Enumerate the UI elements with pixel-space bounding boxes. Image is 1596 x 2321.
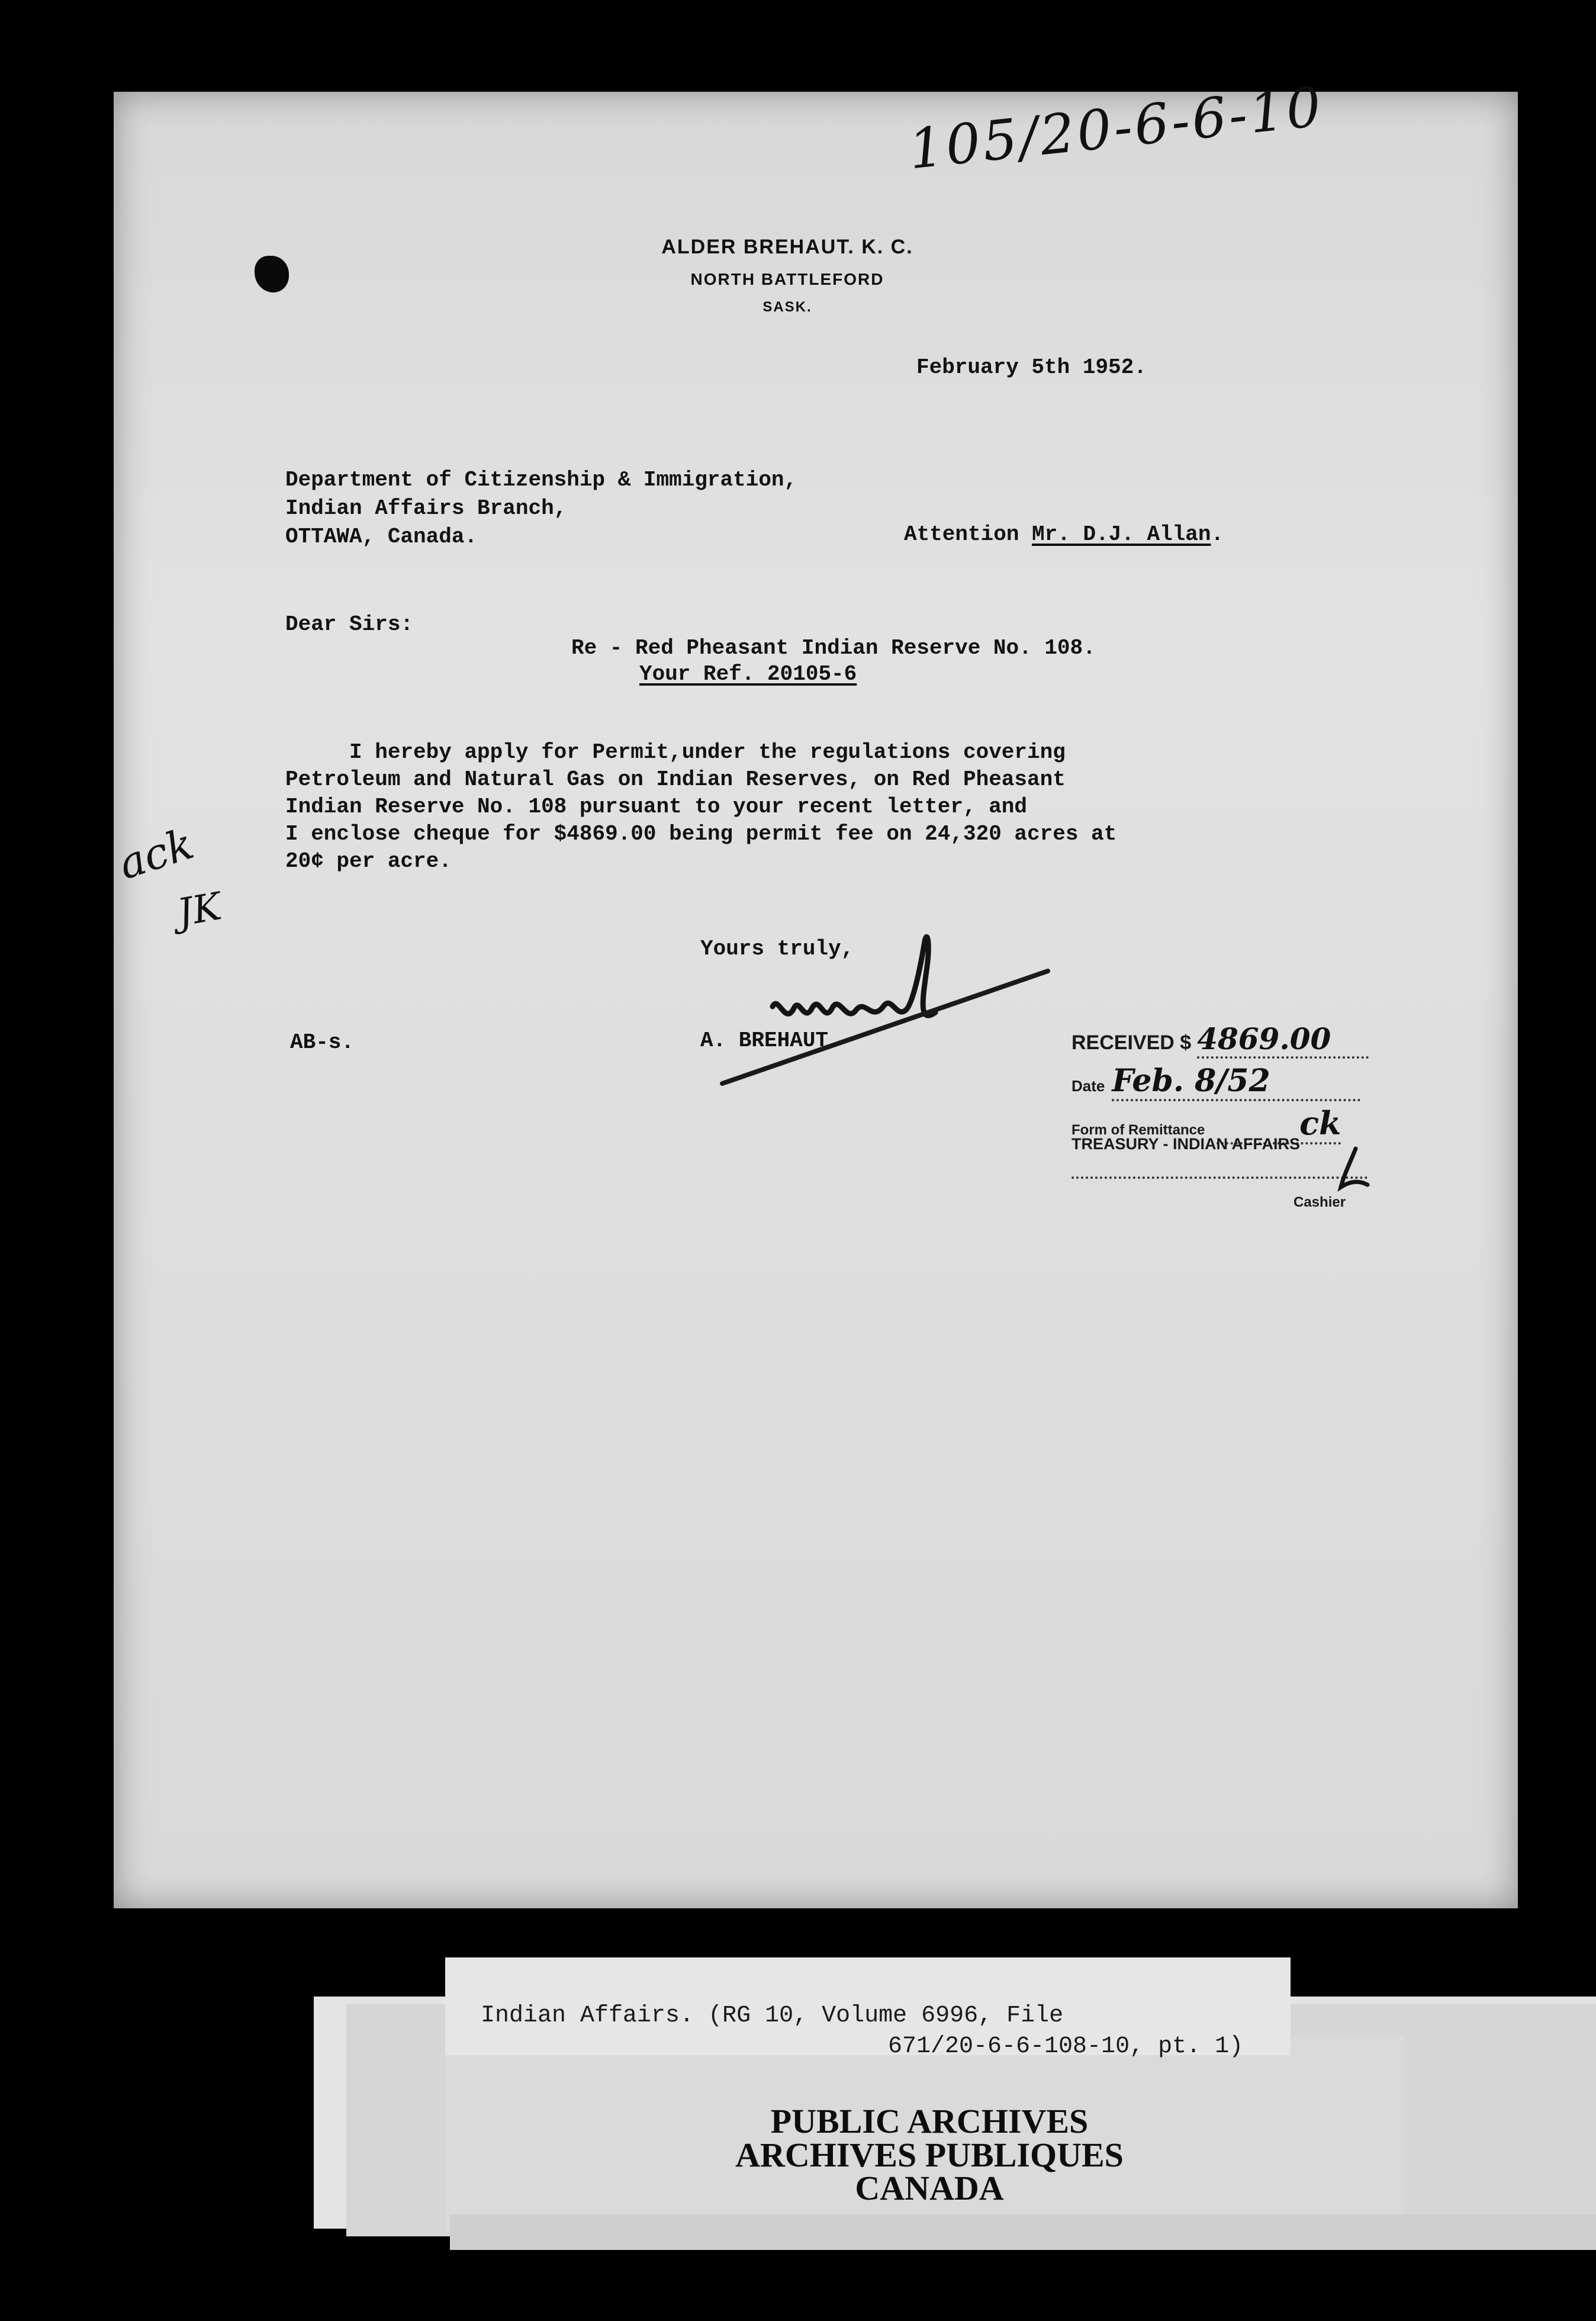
body-line-4: I enclose cheque for $4869.00 being permit fee on 24,320 acres at bbox=[285, 822, 1117, 846]
received-stamp bbox=[1071, 1021, 1439, 1223]
letter-date: February 5th 1952. bbox=[916, 355, 1147, 380]
body-line-1: I hereby apply for Permit,under the regulations covering bbox=[285, 740, 1066, 764]
stamp-received-amount: 4869.00 bbox=[1197, 1021, 1369, 1059]
closing: Yours truly, bbox=[700, 937, 854, 961]
stamp-received-row bbox=[1071, 1021, 1369, 1059]
archive-card-stack-edge bbox=[450, 2214, 1596, 2250]
attention-line bbox=[904, 521, 1224, 548]
stamp-treasury: TREASURY - INDIAN AFFAIRS bbox=[1071, 1135, 1301, 1153]
body-line-2: Petroleum and Natural Gas on Indian Reserves, on Red Pheasant bbox=[285, 767, 1066, 792]
stamp-date-value: Feb. 8/52 bbox=[1112, 1063, 1360, 1101]
recipient-line-2: Indian Affairs Branch, bbox=[285, 496, 567, 520]
stamp-cashier: Cashier bbox=[1293, 1194, 1346, 1210]
body-line-5: 20¢ per acre. bbox=[285, 849, 452, 873]
archive-title-3: CANADA bbox=[855, 2169, 1004, 2207]
recipient-line-3: OTTAWA, Canada. bbox=[285, 525, 478, 549]
stamp-signature-line bbox=[1071, 1176, 1367, 1179]
archive-title-1: PUBLIC ARCHIVES bbox=[770, 2102, 1089, 2140]
letterhead-city: NORTH BATTLEFORD bbox=[690, 270, 884, 288]
attention-prefix: Attention bbox=[904, 522, 1032, 547]
handwritten-signature bbox=[699, 906, 1066, 1101]
letterhead-name: ALDER BREHAUT. K. C. bbox=[661, 236, 913, 258]
margin-note-ack: ack bbox=[112, 818, 199, 889]
body-line-3: Indian Reserve No. 108 pursuant to your recent letter, and bbox=[285, 795, 1028, 819]
handwritten-file-number: 105/20-6-6-10 bbox=[906, 75, 1327, 182]
attention-suffix: . bbox=[1211, 522, 1224, 547]
archive-citation-line-2: 671/20-6-6-108-10, pt. 1) bbox=[888, 2033, 1244, 2060]
letter-body bbox=[285, 739, 1116, 875]
cashier-initial-mark bbox=[1332, 1146, 1379, 1193]
stamp-date-row bbox=[1071, 1063, 1360, 1101]
archive-citation-line-1: Indian Affairs. (RG 10, Volume 6996, File bbox=[481, 2002, 1064, 2029]
letterhead-province: SASK. bbox=[762, 299, 812, 315]
stamp-date-label: Date bbox=[1071, 1077, 1105, 1095]
stamp-form-label: Form of Remittance bbox=[1071, 1122, 1205, 1138]
margin-note-initials: JK bbox=[174, 885, 225, 936]
your-reference: Your Ref. 20105-6 bbox=[639, 662, 857, 686]
reference-line: Re - Red Pheasant Indian Reserve No. 108. bbox=[571, 636, 1096, 660]
typist-initials: AB-s. bbox=[290, 1030, 355, 1055]
archive-title-2: ARCHIVES PUBLIQUES bbox=[735, 2136, 1124, 2174]
recipient-line-1: Department of Citizenship & Immigration, bbox=[285, 468, 797, 492]
stamp-received-label: RECEIVED $ bbox=[1071, 1031, 1192, 1054]
attention-name: Mr. D.J. Allan bbox=[1032, 522, 1211, 547]
salutation: Dear Sirs: bbox=[285, 612, 414, 636]
signature-name: A. BREHAUT. bbox=[700, 1028, 841, 1053]
stamp-form-value: ck bbox=[1217, 1104, 1341, 1145]
